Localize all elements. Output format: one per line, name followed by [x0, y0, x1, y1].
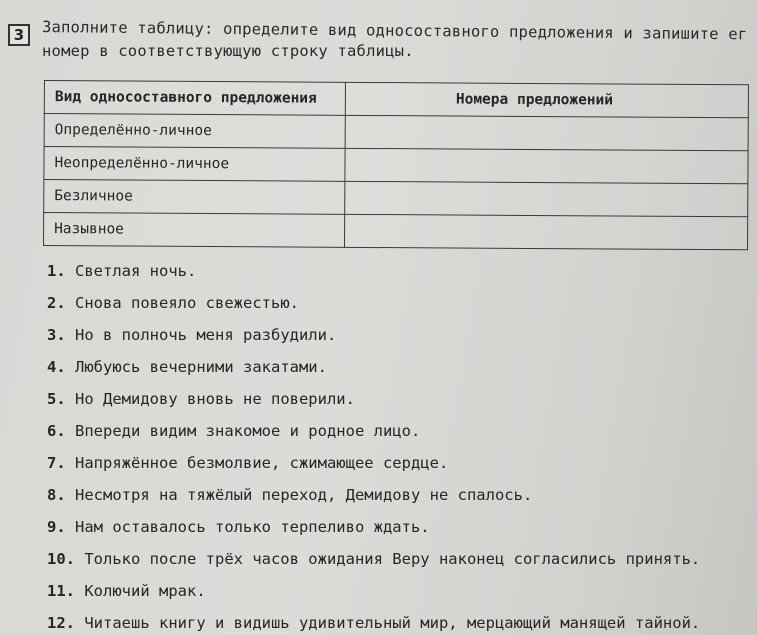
list-item	[47, 582, 206, 600]
list-item	[47, 486, 532, 504]
table-cell-numbers[interactable]	[345, 115, 748, 150]
sentence-number: 8.	[47, 486, 66, 504]
sentence-number: 12.	[47, 614, 75, 632]
table-cell-numbers[interactable]	[344, 214, 747, 249]
sentence-number: 1.	[47, 262, 66, 280]
task-instruction-line-1: Заполните таблицу: определите вид односоставного предложения и запишите ег	[41, 18, 748, 44]
sentence-text: Читаешь книгу и видишь удивительный мир, мерцающий манящей тайной.	[84, 614, 701, 632]
table-header-numbers: Номера предложений	[345, 82, 748, 117]
list-item	[47, 518, 430, 536]
sentence-text: Колючий мрак.	[84, 582, 206, 600]
list-item	[47, 358, 327, 376]
table-row	[44, 180, 748, 217]
table-cell-type: Неопределённо-личное	[44, 147, 345, 182]
sentence-number: 6.	[47, 422, 66, 440]
sentence-number: 9.	[47, 518, 66, 536]
sentence-text: Любуюсь вечерними закатами.	[75, 358, 327, 376]
sentence-number: 11.	[47, 582, 75, 600]
list-item	[47, 422, 420, 440]
table-cell-type: Назывное	[43, 213, 344, 248]
sentence-number: 5.	[47, 390, 66, 408]
sentence-text: Но в полночь меня разбудили.	[75, 326, 337, 344]
list-item	[47, 390, 355, 408]
table-cell-numbers[interactable]	[345, 181, 748, 216]
list-item	[47, 294, 299, 312]
sentence-text: Но Демидову вновь не поверили.	[75, 390, 355, 408]
sentence-text: Светлая ночь.	[75, 262, 197, 280]
sentence-number: 7.	[47, 454, 66, 472]
task-instruction-line-2: номер в соответствующую строку таблицы.	[42, 42, 414, 60]
task-number-box: 3	[8, 24, 30, 46]
table-cell-type: Безличное	[44, 180, 345, 215]
sentence-text: Напряжённое безмолвие, сжимающее сердце.	[75, 454, 449, 472]
sentence-number: 3.	[47, 326, 66, 344]
sentence-number: 4.	[47, 358, 66, 376]
list-item	[47, 326, 336, 344]
sentence-text: Только после трёх часов ожидания Веру наконец согласились принять.	[84, 550, 701, 568]
sentence-text: Несмотря на тяжёлый переход, Демидову не спалось.	[75, 486, 533, 504]
list-item	[47, 454, 448, 472]
table-row	[43, 213, 747, 250]
table-row	[44, 147, 748, 184]
sentence-text: Нам оставалось только терпеливо ждать.	[75, 518, 430, 536]
list-item	[47, 550, 700, 568]
list-item	[47, 614, 700, 632]
list-item	[47, 262, 196, 280]
table-cell-numbers[interactable]	[345, 148, 748, 183]
table-header-type: Вид односоставного предложения	[44, 81, 345, 116]
table-row	[44, 114, 748, 151]
table-cell-type: Определённо-личное	[44, 114, 345, 149]
table-header-row	[44, 81, 748, 118]
sentence-number: 2.	[47, 294, 66, 312]
sentence-text: Впереди видим знакомое и родное лицо.	[75, 422, 421, 440]
sentence-text: Снова повеяло свежестью.	[75, 294, 299, 312]
sentence-type-table	[43, 80, 749, 250]
sentence-number: 10.	[47, 550, 75, 568]
